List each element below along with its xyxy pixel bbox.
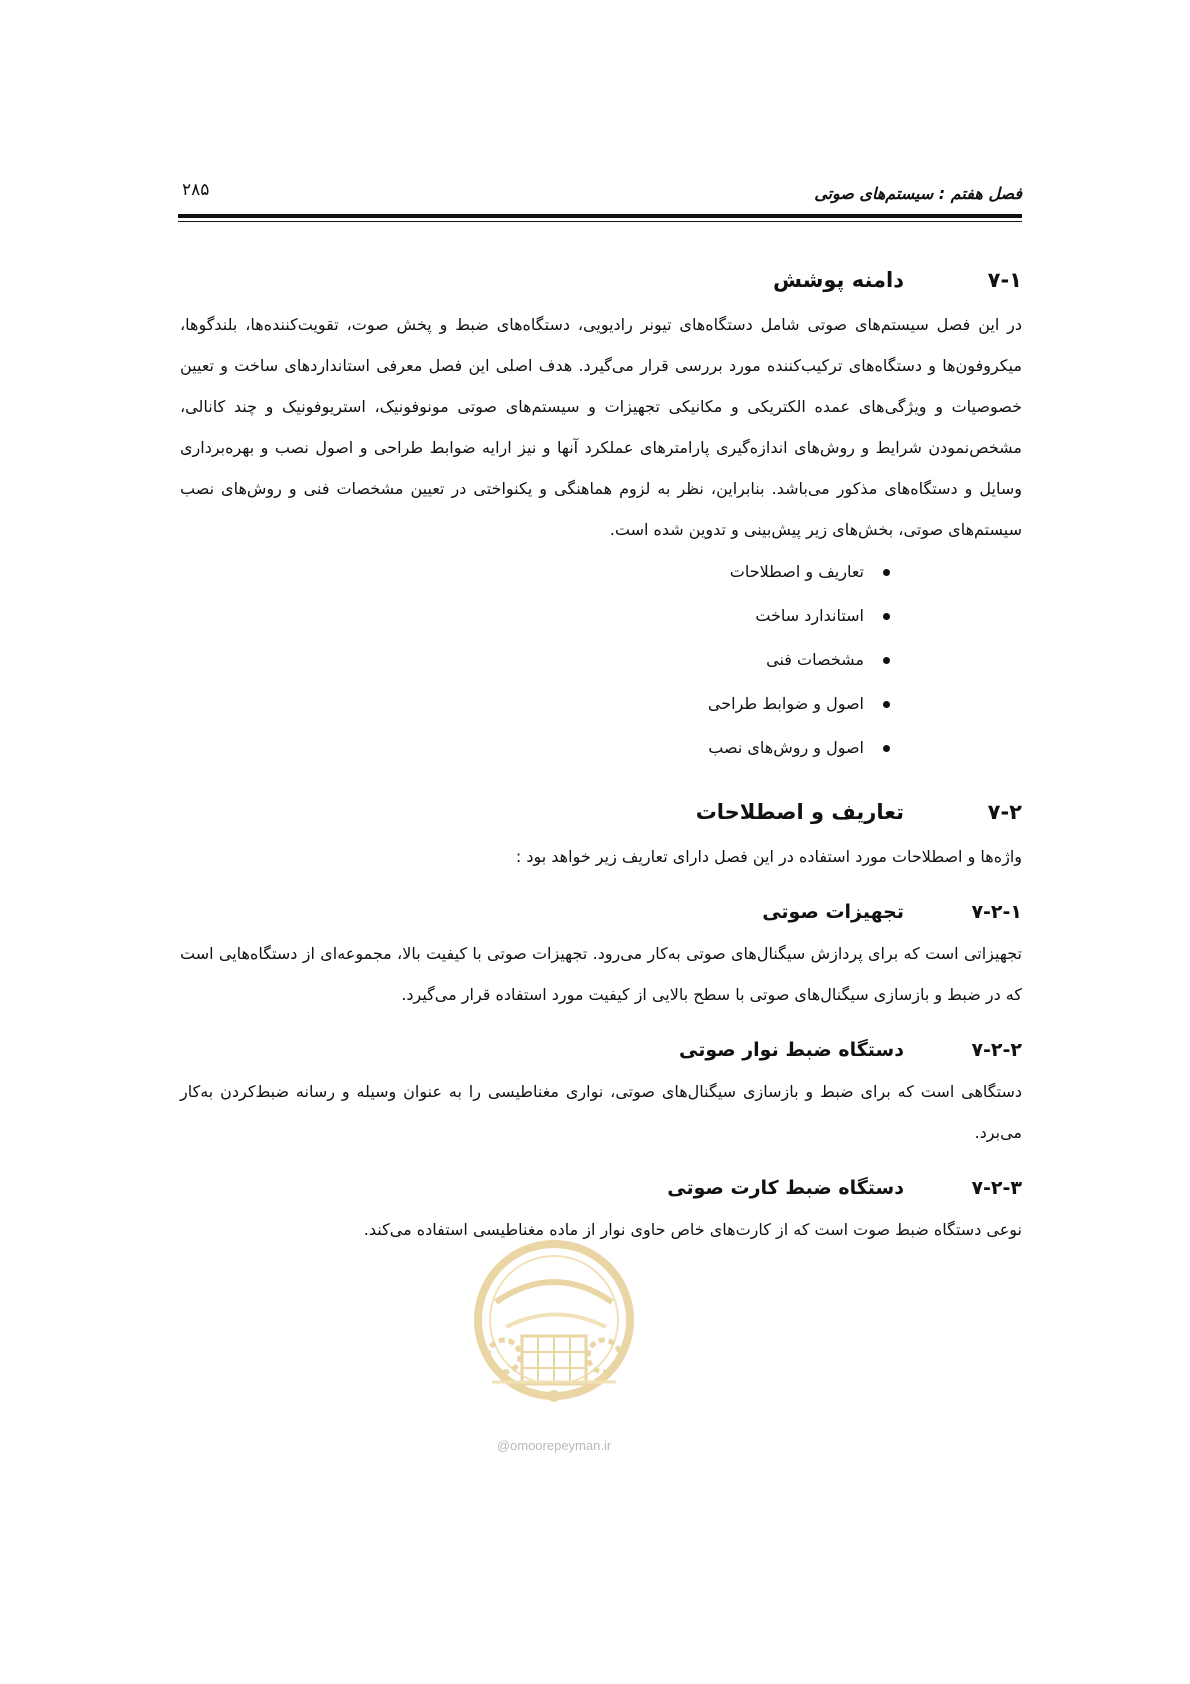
- chapter-title: فصل هفتم : سیستم‌های صوتی: [814, 184, 1022, 203]
- spacer: [180, 1153, 1022, 1177]
- watermark-url: @omoorepeyman.ir: [496, 1438, 612, 1453]
- spacer: [180, 770, 1022, 800]
- list-item-label: اصول و روش‌های نصب: [708, 738, 864, 757]
- list-item: [180, 594, 892, 638]
- list-item-label: مشخصات فنی: [766, 650, 864, 669]
- list-item-label: استاندارد ساخت: [755, 606, 864, 625]
- subsection-paragraph-7-2-2: دستگاهی است که برای ضبط و بازسازی سیگنال‌های صوتی، نواری مغناطیسی را به عنوان وسیله و رسانه ضبط‌کردن به‌کار می‌برد.: [180, 1082, 1022, 1142]
- list-item-label: تعاریف و اصطلاحات: [729, 562, 864, 581]
- section-title: دامنه پوشش: [773, 268, 904, 292]
- bullet-icon: [883, 657, 890, 664]
- section-paragraph-7-1: در این فصل سیستم‌های صوتی شامل دستگاه‌های تیونر رادیویی، دستگاه‌های ضبط و پخش صوت، تقویت‌کننده‌ها، بلندگوها، میکروفون‌ها و دستگاه‌های ترکیب‌کننده مورد بررسی قرار می‌گیرد. هدف اصلی این فصل معرفی استانداردهای ساخت و تعیین خصوصیات و ویژگی‌های عمده الکتریکی و مکانیکی تجهیزات و سیستم‌های صوتی مونوفونیک، استریوفونیک و چند کانالی، مشخص‌نمودن شرایط و روش‌های اندازه‌گیری پارامترهای عملکرد آنها و نیز ارایه ضوابط طراحی و اصول نصب و بهره‌برداری وسایل و دستگاه‌های مذکور می‌باشد. بنابراین، نظر به لزوم هماهنگی و یکنواختی در تعیین مشخصات فنی و روش‌های نصب سیستم‌های صوتی، بخش‌های زیر پیش‌بینی و تدوین شده است.: [180, 315, 1022, 539]
- section-title: تعاریف و اصطلاحات: [695, 800, 904, 824]
- list-item: [180, 726, 892, 770]
- section-heading-7-2: [180, 800, 1022, 836]
- page-content: [180, 268, 1022, 1250]
- subsection-paragraph-7-2-1: تجهیزاتی است که برای پردازش سیگنال‌های صوتی به‌کار می‌رود. تجهیزات صوتی با کیفیت بالا، مجموعه‌ای از دستگاه‌هایی است که در ضبط و بازسازی سیگنال‌های صوتی با سطح بالایی از کیفیت مورد استفاده قرار می‌گیرد.: [180, 944, 1022, 1004]
- header-rule-thick: [178, 214, 1022, 218]
- bullet-icon: [883, 569, 890, 576]
- spacer: [180, 1015, 1022, 1039]
- section-number: ۷-۲: [987, 800, 1022, 824]
- subsection-number: ۷-۲-۳: [971, 1177, 1022, 1199]
- subsection-title: دستگاه ضبط نوار صوتی: [678, 1039, 904, 1061]
- subsection-heading-7-2-1: [180, 901, 1022, 933]
- list-item: [180, 638, 892, 682]
- bullet-icon: [883, 701, 890, 708]
- header-rule-thin: [178, 221, 1022, 222]
- bullet-list: [180, 550, 1022, 770]
- bullet-icon: [883, 613, 890, 620]
- list-item: [180, 550, 892, 594]
- section-number: ۷-۱: [987, 268, 1022, 292]
- section-heading-7-1: [180, 268, 1022, 304]
- section-paragraph-7-2: واژه‌ها و اصطلاحات مورد استفاده در این فصل دارای تعاریف زیر خواهد بود :: [515, 847, 1022, 866]
- list-item: [180, 682, 892, 726]
- subsection-number: ۷-۲-۱: [971, 901, 1022, 923]
- watermark-logo-icon: [466, 1232, 642, 1432]
- subsection-title: تجهیزات صوتی: [762, 901, 904, 923]
- subsection-number: ۷-۲-۲: [971, 1039, 1022, 1061]
- subsection-heading-7-2-3: [180, 1177, 1022, 1209]
- subsection-title: دستگاه ضبط کارت صوتی: [667, 1177, 904, 1199]
- spacer: [180, 877, 1022, 901]
- subsection-heading-7-2-2: [180, 1039, 1022, 1071]
- page-number: ۲۸۵: [182, 180, 210, 200]
- list-item-label: اصول و ضوابط طراحی: [707, 694, 864, 713]
- subsection-paragraph-7-2-3: نوعی دستگاه ضبط صوت است که از کارت‌های خاص حاوی نوار از ماده مغناطیسی استفاده می‌کند.: [363, 1220, 1022, 1239]
- bullet-icon: [883, 745, 890, 752]
- page-header: [180, 178, 1022, 208]
